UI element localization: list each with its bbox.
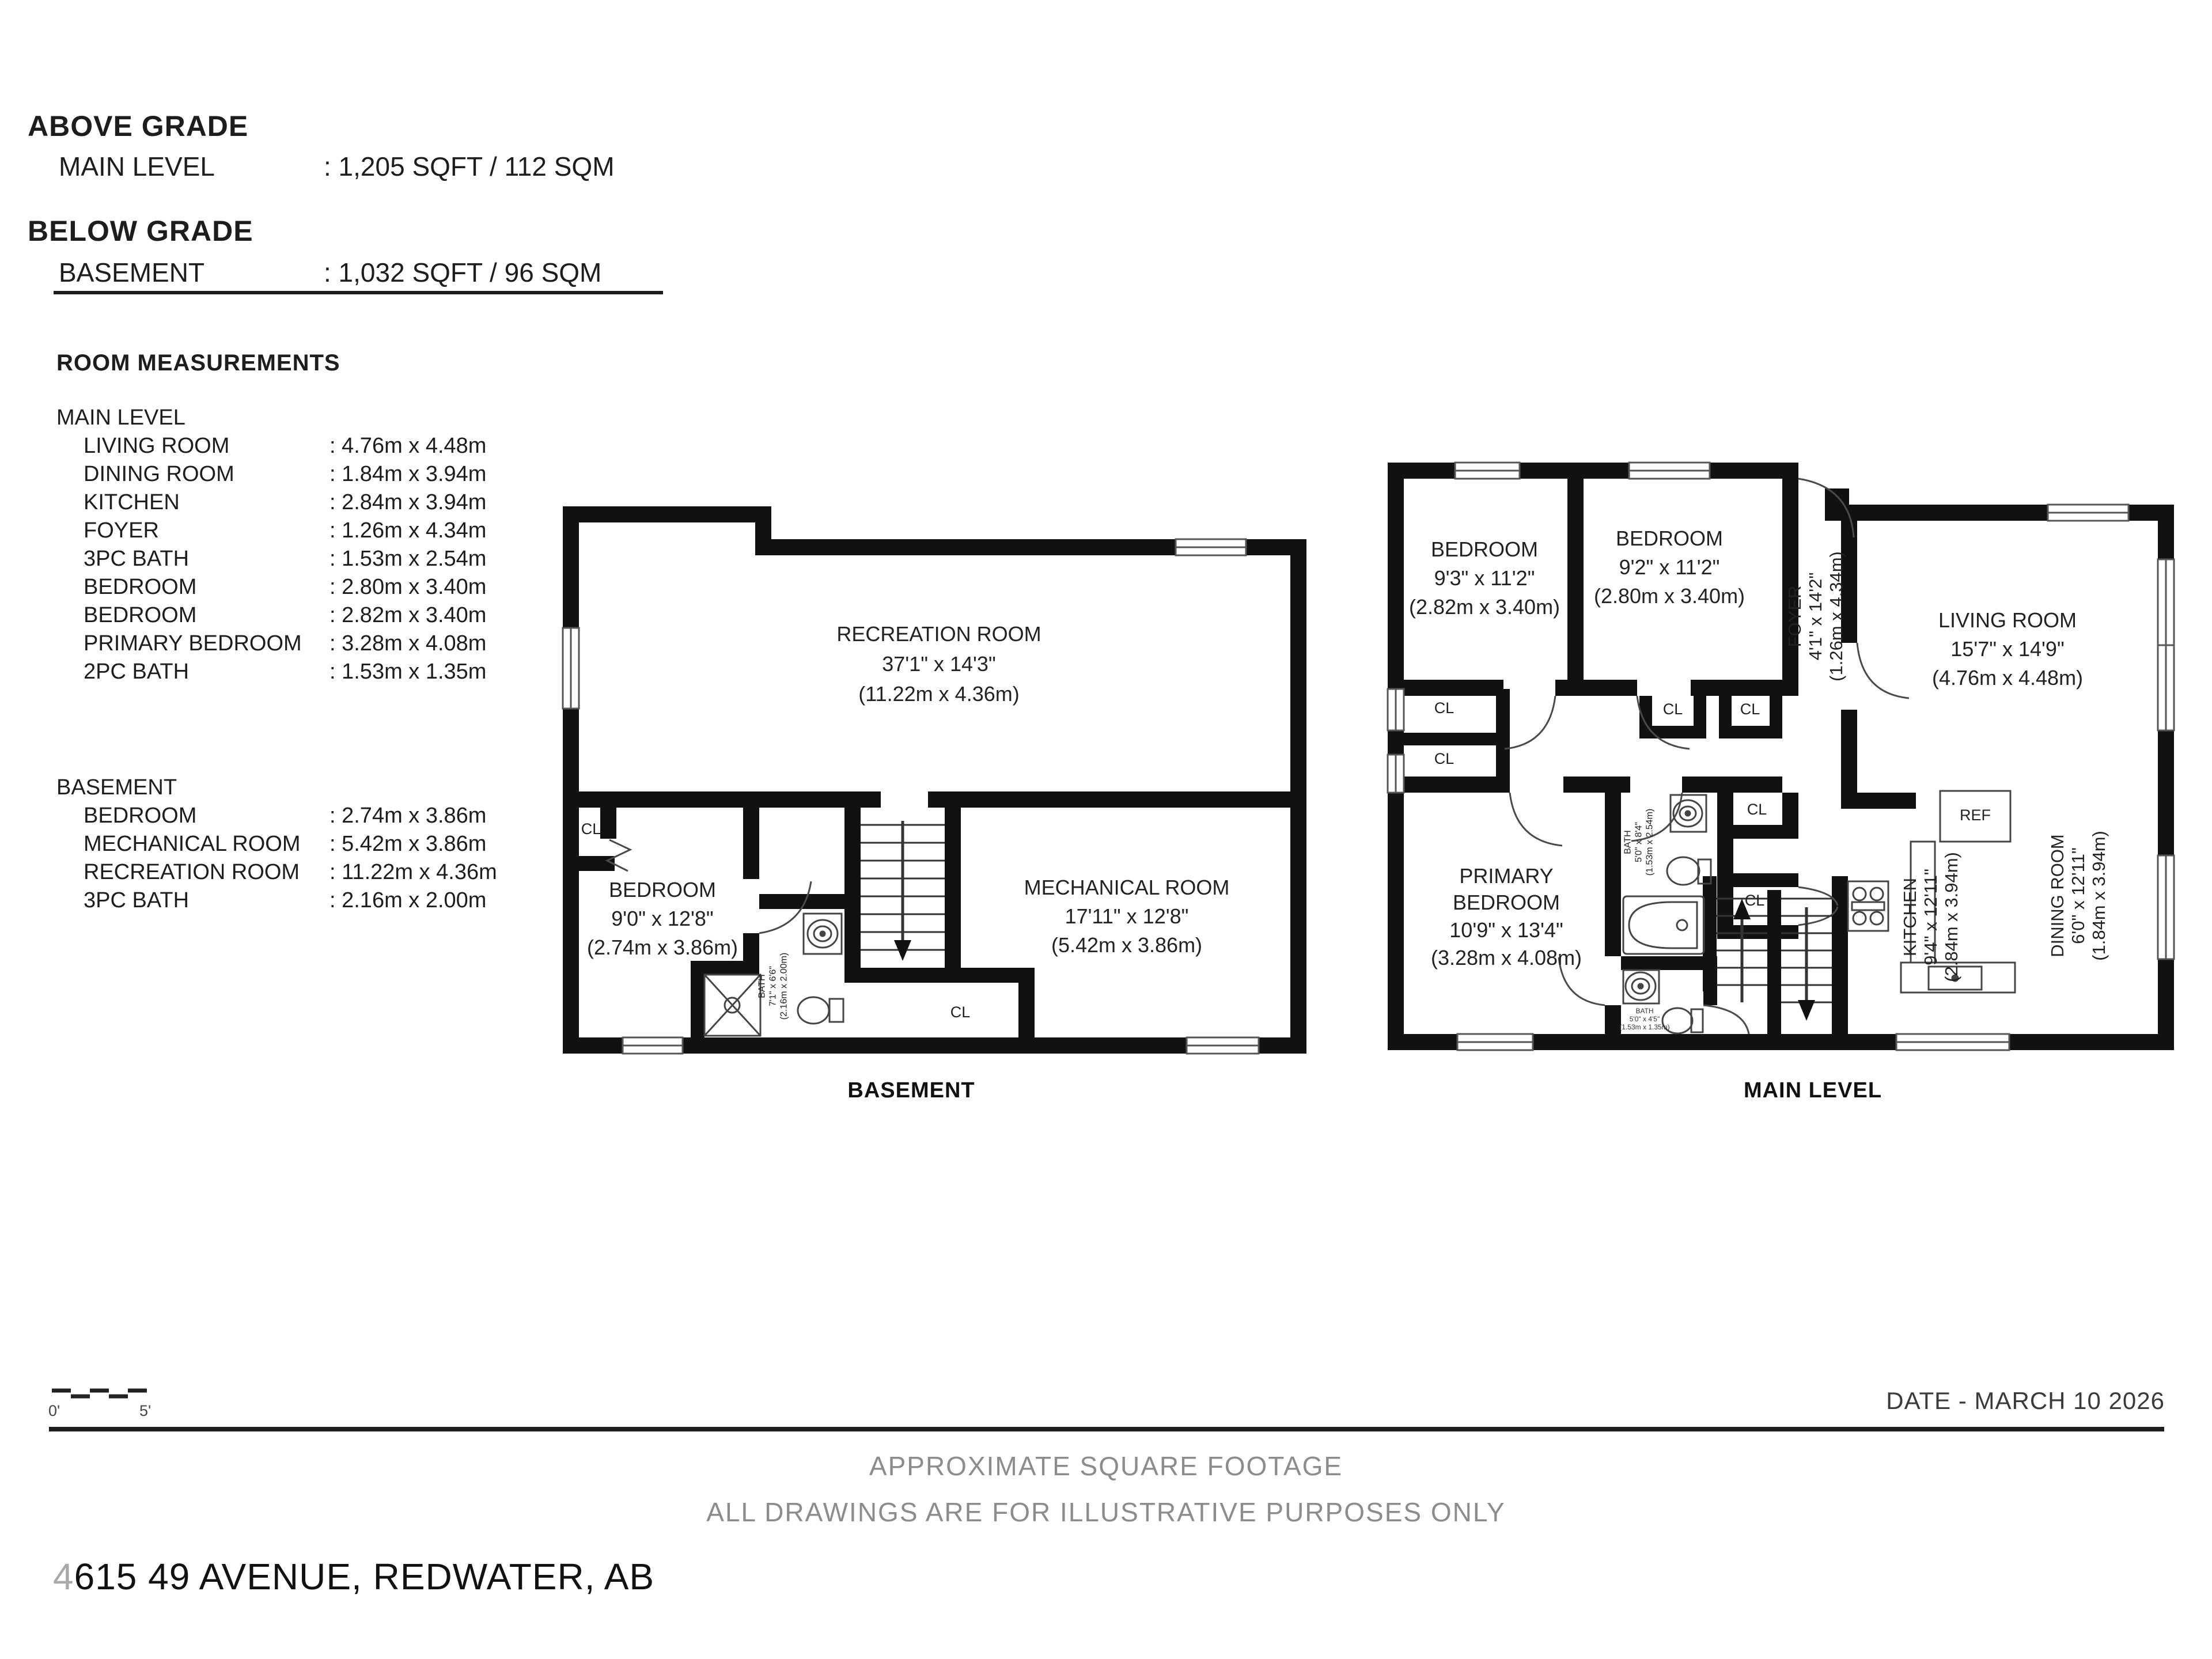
rm-row-value: : 11.22m x 4.36m: [329, 860, 497, 884]
bedroom1-imperial: 9'3" x 11'2": [1434, 566, 1535, 590]
bathtub: [1623, 896, 1704, 954]
bedroom2-metric: (2.80m x 3.40m): [1593, 584, 1745, 608]
primary-bedroom-metric: (3.28m x 4.08m): [1430, 946, 1582, 969]
basement-bath-label: BATH 7'1" x 6'6" (2.16m x 2.00m): [757, 952, 789, 1020]
basement-plan-title: BASEMENT: [847, 1078, 975, 1103]
basement-sqft-value: : 1,032 SQFT / 96 SQM: [324, 257, 602, 287]
room-measurements-heading: ROOM MEASUREMENTS: [56, 350, 340, 376]
toilet-tank: [830, 999, 843, 1022]
basement-bedroom-imperial: 9'0" x 12'8": [611, 907, 714, 930]
closet-label: CL: [1744, 892, 1765, 909]
address-prefix: 4: [53, 1556, 74, 1597]
rm-row-value: : 1.26m x 4.34m: [329, 518, 487, 543]
rm-row-label: FOYER: [84, 518, 159, 543]
rm-row-value: : 3.28m x 4.08m: [329, 631, 487, 656]
primary-door-arc: [1510, 793, 1562, 846]
rm-row-label: PRIMARY BEDROOM: [84, 631, 302, 656]
refrigerator-label: REF: [1960, 806, 1991, 824]
rm-row-label: DINING ROOM: [84, 462, 234, 486]
bedroom1-door-arc: [1505, 696, 1555, 749]
scale-bar: [52, 1391, 147, 1396]
date-text: DATE - MARCH 10 2026: [1886, 1387, 2165, 1414]
below-grade-heading: BELOW GRADE: [28, 215, 253, 247]
living-room-metric: (4.76m x 4.48m): [1931, 666, 2084, 690]
hall-closet-door-arc-1: [1798, 887, 1838, 906]
rm-row-value: : 2.84m x 3.94m: [329, 490, 487, 514]
powder-room-door-arc: [1703, 1005, 1749, 1034]
address-rest: 615 49 AVENUE, REDWATER, AB: [74, 1556, 655, 1597]
recreation-room-metric: (11.22m x 4.36m): [858, 682, 1020, 706]
rm-row-value: : 2.74m x 3.86m: [329, 804, 487, 828]
rm-row-label: BEDROOM: [84, 603, 197, 627]
rm-row-value: : 2.82m x 3.40m: [329, 603, 487, 627]
rm-row-label: MECHANICAL ROOM: [84, 832, 301, 856]
closet-label: CL: [1747, 801, 1767, 818]
rm-row-label: BEDROOM: [84, 575, 197, 599]
property-address: [53, 1555, 654, 1598]
closet-label: CL: [1740, 700, 1760, 718]
rm-row-label: 2PC BATH: [84, 660, 190, 684]
rm-row-label: LIVING ROOM: [84, 434, 230, 458]
basement-plan-walls: [563, 506, 1306, 1054]
basement-list-header: BASEMENT: [56, 775, 177, 800]
bedroom2-imperial: 9'2" x 11'2": [1619, 555, 1720, 579]
rm-row-label: RECREATION ROOM: [84, 860, 300, 884]
scale-zero-label: 0': [48, 1402, 60, 1419]
basement-closet-label: CL: [581, 820, 601, 838]
living-room-imperial: 15'7" x 14'9": [1950, 637, 2065, 661]
living-opening-arc: [1857, 643, 1909, 698]
recreation-room-label: RECREATION ROOM: [836, 622, 1041, 646]
rm-row-value: : 2.80m x 3.40m: [329, 575, 487, 599]
rm-row-label: BEDROOM: [84, 804, 197, 828]
primary-bedroom-label-line2: BEDROOM: [1452, 891, 1560, 914]
primary-bedroom-label-line1: PRIMARY: [1459, 864, 1554, 888]
main-bath-label: BATH 5'0" x 8'4" (1.53m x 2.54m): [1623, 808, 1655, 876]
rm-row-value: : 1.53m x 2.54m: [329, 547, 487, 571]
toilet-bowl: [1667, 857, 1699, 885]
stove: [1848, 881, 1888, 931]
closet-label: CL: [1434, 699, 1455, 717]
footer-note-line1: APPROXIMATE SQUARE FOOTAGE: [869, 1451, 1343, 1481]
basement-sqft-label: BASEMENT: [59, 257, 205, 287]
rm-row-label: 3PC BATH: [84, 547, 190, 571]
main-level-sqft-value: : 1,205 SQFT / 112 SQM: [324, 151, 615, 181]
mechanical-room-label: MECHANICAL ROOM: [1024, 876, 1230, 899]
toilet-bowl: [798, 997, 829, 1024]
closet-label: CL: [1662, 700, 1683, 718]
kitchen-label: KITCHEN 9'4" x 12'11" (2.84m x 3.94m): [1900, 852, 1961, 982]
footer-note-line2: ALL DRAWINGS ARE FOR ILLUSTRATIVE PURPOSES ONLY: [706, 1497, 1506, 1527]
bedroom1-label: BEDROOM: [1430, 537, 1539, 561]
closet-label: CL: [1434, 750, 1455, 767]
stairs-down-arrow-head: [1798, 1000, 1815, 1021]
scale-five-label: 5': [139, 1402, 151, 1419]
foyer-label: FOYER 4'1" x 14'2" (1.26m x 4.34m): [1785, 551, 1846, 681]
footer-divider-line: [49, 1427, 2164, 1431]
rm-row-label: KITCHEN: [84, 490, 180, 514]
primary-bedroom-imperial: 10'9" x 13'4": [1449, 918, 1563, 942]
rm-row-value: : 2.16m x 2.00m: [329, 888, 487, 912]
basement-understair-closet-label: CL: [950, 1003, 971, 1021]
mechanical-room-imperial: 17'11" x 12'8": [1065, 904, 1189, 928]
main-level-plan-title: MAIN LEVEL: [1743, 1078, 1883, 1103]
bedroom2-label: BEDROOM: [1615, 527, 1724, 550]
living-room-label: LIVING ROOM: [1938, 608, 2077, 632]
main-level-list-header: MAIN LEVEL: [56, 406, 185, 430]
basement-bedroom-label: BEDROOM: [608, 878, 717, 902]
rm-row-label: 3PC BATH: [84, 888, 190, 912]
basement-stairs: [861, 821, 945, 961]
above-grade-heading: ABOVE GRADE: [28, 110, 249, 142]
rm-row-value: : 4.76m x 4.48m: [329, 434, 487, 458]
powder-bath-label: BATH 5'0" x 4'5" (1.53m x 1.35m): [1619, 1007, 1670, 1031]
dining-room-label: DINING ROOM 6'0" x 12'11" (1.84m x 3.94m): [2047, 831, 2109, 961]
recreation-room-imperial: 37'1" x 14'3": [882, 652, 996, 676]
basement-bedroom-metric: (2.74m x 3.86m): [586, 935, 738, 959]
rm-row-value: : 5.42m x 3.86m: [329, 832, 487, 856]
main-level-sqft-label: MAIN LEVEL: [59, 151, 215, 181]
rm-row-value: : 1.53m x 1.35m: [329, 660, 487, 684]
rm-row-value: : 1.84m x 3.94m: [329, 462, 487, 486]
mechanical-room-metric: (5.42m x 3.86m): [1051, 933, 1203, 957]
bedroom1-metric: (2.82m x 3.40m): [1408, 595, 1560, 619]
